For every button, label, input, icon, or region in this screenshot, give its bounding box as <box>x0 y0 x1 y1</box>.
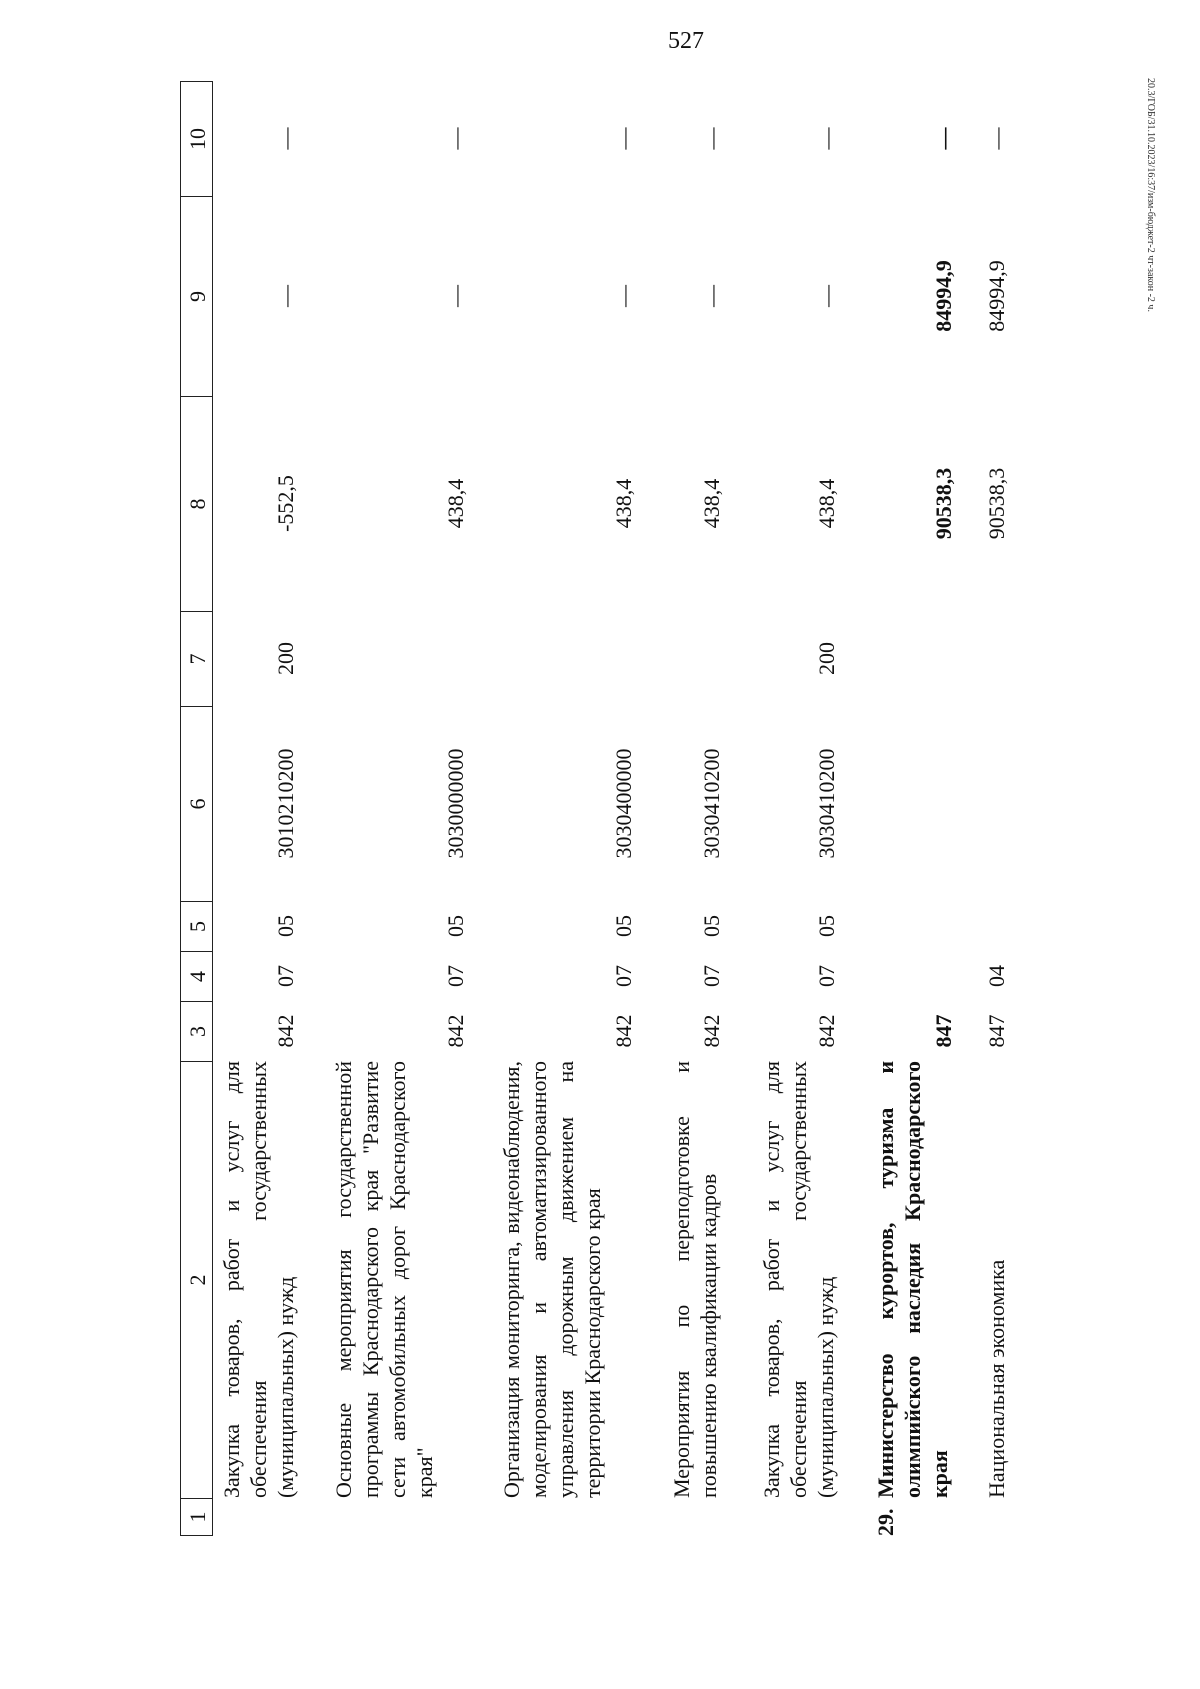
amount-col-9: 84994,9 <box>984 260 1009 332</box>
subsection-code: 05 <box>699 915 724 937</box>
amount-col-9: — <box>273 285 298 307</box>
header-col-6: 6 <box>180 706 213 901</box>
amount-col-9: — <box>699 285 724 307</box>
header-col-1: 1 <box>180 1498 213 1536</box>
ministry-code: 847 <box>984 1014 1009 1048</box>
amount-col-10: — <box>699 127 724 150</box>
header-col-9: 9 <box>180 196 213 396</box>
amount-col-8: 90538,3 <box>931 467 956 540</box>
row-number: 29. <box>873 1508 898 1536</box>
row-description: Министерство курортов, туризма и олимпийского наследия Краснодарского края <box>873 1061 952 1498</box>
target-article: 3030000000 <box>443 748 468 859</box>
target-article: 3030400000 <box>611 748 636 859</box>
amount-col-9: — <box>611 285 636 307</box>
amount-col-8: 90538,3 <box>984 467 1009 540</box>
header-col-4: 4 <box>180 951 213 1001</box>
section-code: 07 <box>443 965 468 987</box>
amount-col-10: — <box>931 127 956 150</box>
page-number: 527 <box>668 28 704 54</box>
section-code: 07 <box>273 965 298 987</box>
target-article: 3030410200 <box>699 748 724 859</box>
header-col-10: 10 <box>180 81 213 196</box>
ministry-code: 842 <box>273 1014 298 1048</box>
ministry-code: 847 <box>931 1014 956 1048</box>
subsection-code: 05 <box>443 915 468 937</box>
row-description: Закупка товаров, работ и услуг для обеспечения государственных (муниципальных) нужд <box>759 1061 838 1498</box>
amount-col-8: 438,4 <box>814 478 839 529</box>
ministry-code: 842 <box>443 1014 468 1048</box>
section-code: 07 <box>699 965 724 987</box>
subsection-code: 05 <box>814 915 839 937</box>
header-col-5: 5 <box>180 901 213 951</box>
header-col-7: 7 <box>180 611 213 706</box>
section-code: 04 <box>984 965 1009 987</box>
amount-col-8: -552,5 <box>273 475 298 532</box>
row-description: Национальная экономика <box>984 1259 1009 1498</box>
header-col-8: 8 <box>180 396 213 611</box>
header-col-3: 3 <box>180 1001 213 1061</box>
ministry-code: 842 <box>611 1014 636 1048</box>
amount-col-8: 438,4 <box>611 478 636 529</box>
amount-col-10: — <box>984 127 1009 150</box>
row-description: Основные мероприятия государственной программы Краснодарского края "Развитие сети автомобильных дорог Краснодарского края" <box>331 1061 437 1498</box>
table-header <box>180 81 215 1536</box>
amount-col-10: — <box>814 127 839 150</box>
amount-col-9: — <box>443 285 468 307</box>
amount-col-8: 438,4 <box>699 478 724 529</box>
section-code: 07 <box>611 965 636 987</box>
subsection-code: 05 <box>611 915 636 937</box>
amount-col-10: — <box>443 127 468 150</box>
expense-type: 200 <box>814 642 839 675</box>
row-description: Закупка товаров, работ и услуг для обеспечения государственных (муниципальных) нужд <box>219 1061 298 1498</box>
section-code: 07 <box>814 965 839 987</box>
row-description: Организация мониторинга, видеонаблюдения, моделирования и автоматизированного управления дорожным движением на территории Краснодарского края <box>499 1061 605 1498</box>
document-code: 20.3/ГОБ/31.10.2023/16:37/изм-бюджет-2 чт-закон -2 ч. <box>1145 78 1156 312</box>
amount-col-10: — <box>611 127 636 150</box>
amount-col-9: — <box>814 285 839 307</box>
ministry-code: 842 <box>814 1014 839 1048</box>
header-col-2: 2 <box>180 1061 213 1498</box>
rotated-table <box>180 81 1170 1536</box>
row-description: Мероприятия по переподготовке и повышению квалификации кадров <box>669 1061 721 1498</box>
amount-col-8: 438,4 <box>443 478 468 529</box>
target-article: 3010210200 <box>273 748 298 859</box>
subsection-code: 05 <box>273 915 298 937</box>
amount-col-9: 84994,9 <box>931 260 956 332</box>
ministry-code: 842 <box>699 1014 724 1048</box>
target-article: 3030410200 <box>814 748 839 859</box>
expense-type: 200 <box>273 642 298 675</box>
amount-col-10: — <box>273 127 298 150</box>
